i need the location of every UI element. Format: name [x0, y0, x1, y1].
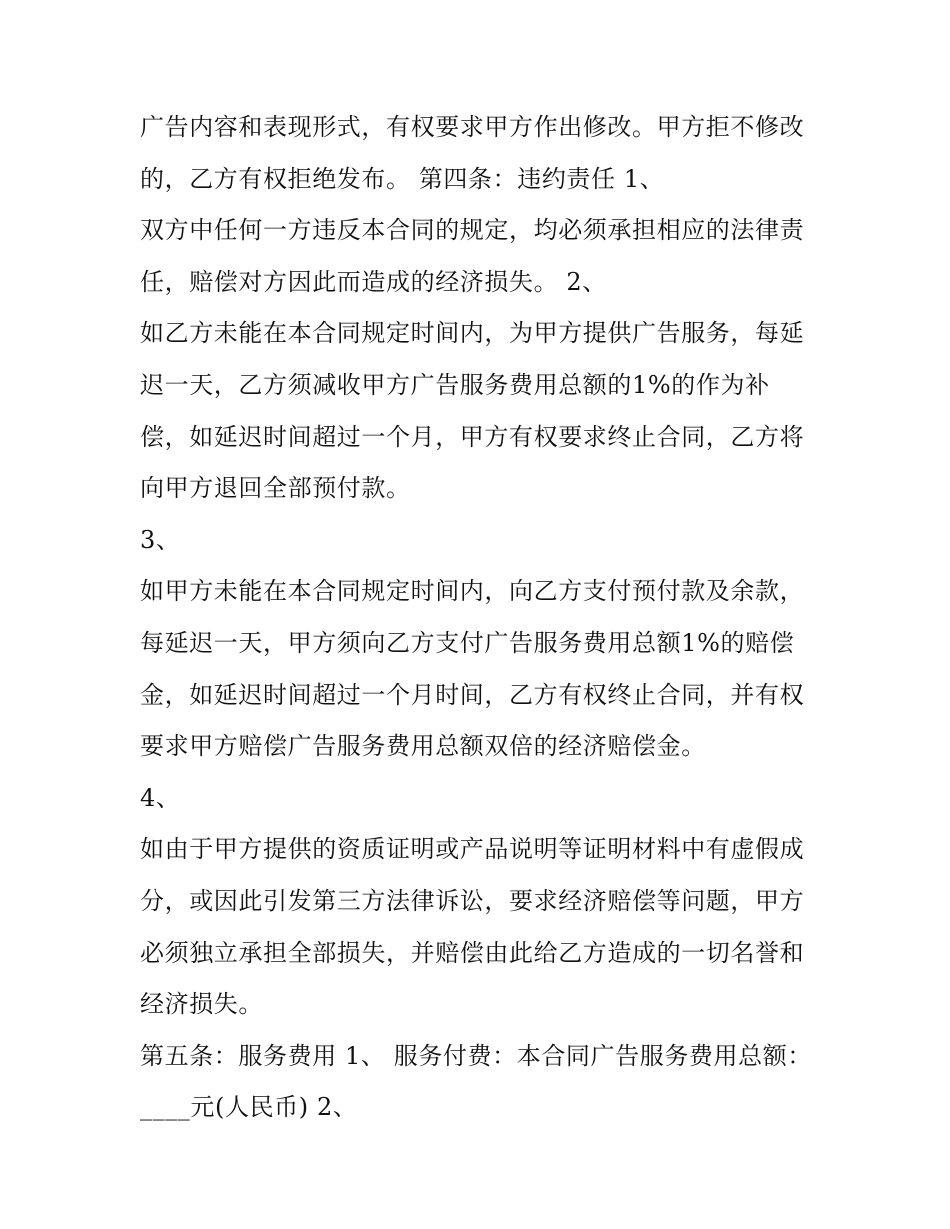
- text-line: 广告内容和表现形式，有权要求甲方作出修改。甲方拒不修改: [140, 113, 805, 141]
- clause-number: 4、: [140, 783, 181, 812]
- text-line: 迟一天，乙方须减收甲方广告服务费用总额的1%的作为补: [140, 370, 770, 399]
- text-line: 分，或因此引发第三方法律诉讼，要求经济赔偿等问题，甲方: [140, 886, 805, 915]
- text-line: 如由于甲方提供的资质证明或产品说明等证明材料中有虚假成: [140, 835, 805, 864]
- text-line: 如甲方未能在本合同规定时间内，向乙方支付预付款及余款，: [140, 577, 805, 606]
- text-line: 偿，如延迟时间超过一个月，甲方有权要求终止合同，乙方将: [140, 422, 805, 451]
- text-line: 要求甲方赔偿广告服务费用总额双倍的经济赔偿金。: [140, 732, 706, 761]
- text-line: ____元(人民币) 2、: [140, 1093, 358, 1122]
- text-line: 双方中任何一方违反本合同的规定，均必须承担相应的法律责: [140, 216, 805, 245]
- text-line: 金，如延迟时间超过一个月时间，乙方有权终止合同，并有权: [140, 680, 805, 709]
- text-line: 每延迟一天，甲方须向乙方支付广告服务费用总额1%的赔偿: [140, 628, 795, 657]
- text-line: 任，赔偿对方因此而造成的经济损失。 2、: [140, 267, 607, 296]
- text-line: 必须独立承担全部损失，并赔偿由此给乙方造成的一切名誉和: [140, 938, 805, 967]
- text-line: 经济损失。: [140, 990, 263, 1019]
- text-line: 向甲方退回全部预付款。: [140, 474, 411, 503]
- document-body: [140, 102, 830, 1134]
- section-heading-line: 第五条：服务费用 1、 服务付费：本合同广告服务费用总额：: [140, 1041, 812, 1070]
- clause-number: 3、: [140, 525, 181, 554]
- text-line: 如乙方未能在本合同规定时间内，为甲方提供广告服务，每延: [140, 319, 805, 348]
- text-line: 的，乙方有权拒绝发布。 第四条：违约责任 1、: [140, 164, 665, 193]
